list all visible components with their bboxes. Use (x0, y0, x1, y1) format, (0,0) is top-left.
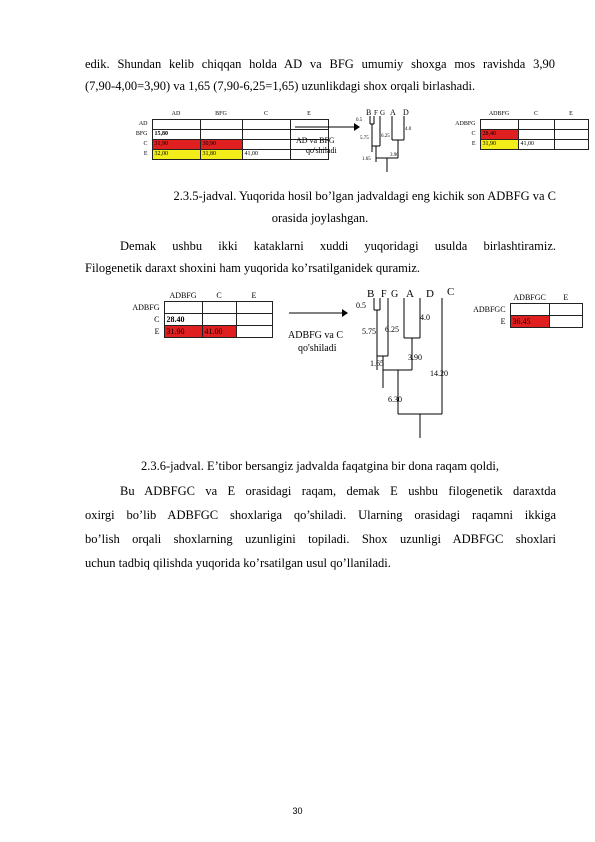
tree-leaf: F (381, 289, 387, 300)
row-label: C (154, 315, 160, 324)
table-header: ADBFG (164, 290, 202, 302)
text-paragraph-3-l3: bo’lish orqali shoxlarning uzunligini topiladi. Shox uzunligi ADBFGC shoxlari (85, 532, 556, 546)
table-header: C (518, 110, 554, 120)
table-header: C (242, 110, 290, 120)
row-label: E (471, 141, 476, 147)
branch-length: 6.30 (388, 395, 402, 404)
table-cell (242, 120, 290, 130)
table-header: E (236, 290, 272, 302)
figure-2-3-6 (128, 288, 583, 448)
table-header: ADBFG (480, 110, 518, 120)
table-header: ADBFGC (510, 292, 549, 304)
table-cell: 41.00 (202, 326, 236, 338)
table-header: C (202, 290, 236, 302)
branch-length: 6.25 (381, 134, 390, 139)
table-header: E (290, 110, 328, 120)
table-cell (242, 130, 290, 140)
row-label: E (143, 151, 148, 157)
branch-length: 0.5 (356, 301, 366, 310)
tree-leaf: B (367, 288, 375, 300)
row-label: ADBFGC (473, 305, 506, 314)
table-cell (202, 314, 236, 326)
table-cell: 30,90 (200, 140, 242, 150)
branch-length: 5.75 (360, 136, 369, 141)
row-label: ADBFG (455, 121, 476, 127)
distance-table-1 (120, 110, 329, 160)
table-cell: 41,00 (518, 140, 554, 150)
page-number: 30 (292, 806, 303, 816)
caption-2-3-5: 2.3.5-jadval. Yuqorida hosil bo’lgan jadvaldagi eng kichik son ADBFG va C (173, 189, 556, 203)
table-cell (480, 120, 518, 130)
table-cell (554, 140, 588, 150)
figure-2-3-5 (120, 108, 590, 168)
merge-arrow-2 (288, 308, 348, 318)
tree-leaf: F (374, 109, 378, 117)
branch-length: 3.90 (390, 153, 399, 158)
branch-length: 3.90 (408, 353, 422, 362)
table-cell (200, 130, 242, 140)
arrow-label: qo'shiladi (298, 343, 337, 354)
row-label: E (154, 327, 160, 336)
tree-leaf: A (406, 288, 414, 300)
table-cell (510, 304, 549, 316)
table-header: E (549, 292, 582, 304)
tree-leaf: D (403, 108, 409, 117)
table-cell: 28.40 (164, 314, 202, 326)
table-header: BFG (200, 110, 242, 120)
table-cell (549, 304, 582, 316)
branch-length: 1.65 (362, 157, 371, 162)
distance-table-3 (128, 290, 273, 338)
branch-length: 6.25 (385, 325, 399, 334)
table-cell (518, 120, 554, 130)
table-cell: 15,80 (152, 130, 200, 140)
row-label: AD (138, 121, 148, 127)
phylogenetic-tree-2 (356, 286, 466, 446)
table-cell: 28,40 (480, 130, 518, 140)
row-label: ADBFG (132, 303, 160, 312)
text-line-1: edik. Shundan kelib chiqqan holda AD va BFG umumiy shoxga mos ravishda 3,90 (85, 57, 555, 71)
tree-leaf: G (380, 109, 386, 117)
arrow-label: AD va BFG (296, 136, 335, 145)
table-cell (236, 302, 272, 314)
text-paragraph-2: Demak ushbu ikki kataklarni xuddi yuqoridagi usulda birlashtiramiz. (120, 239, 556, 253)
caption-2-3-5-cont: orasida joylashgan. (271, 211, 369, 225)
row-label: BFG (135, 131, 148, 137)
branch-length: 1.65 (370, 359, 384, 368)
branch-length: 14.20 (430, 369, 448, 378)
table-cell: 31,80 (200, 150, 242, 160)
table-cell: 36.45 (510, 316, 549, 328)
tree-leaf: G (391, 289, 399, 300)
table-cell (152, 120, 200, 130)
merge-arrow-1 (294, 122, 360, 132)
table-cell (236, 314, 272, 326)
table-cell (236, 326, 272, 338)
table-cell: 31,90 (152, 140, 200, 150)
table-cell (164, 302, 202, 314)
branch-length: 0.5 (356, 118, 363, 123)
table-cell (549, 316, 582, 328)
distance-table-4 (464, 292, 583, 328)
text-paragraph-3-l4: uchun tadbiq qilishda yuqorida ko’rsatilgan usul qo’llaniladi. (85, 556, 391, 570)
table-cell (200, 120, 242, 130)
tree-leaf: B (366, 108, 372, 117)
distance-table-2 (446, 110, 589, 150)
table-cell: 31,90 (480, 140, 518, 150)
table-cell: 32,00 (152, 150, 200, 160)
arrow-label: qo'shiladi (306, 146, 337, 155)
row-label: C (471, 131, 476, 137)
tree-leaf: C (447, 286, 455, 298)
text-line-2: (7,90-4,00=3,90) va 1,65 (7,90-6,25=1,65) uzunlikdagi shox orqali birlashadi. (85, 79, 476, 93)
caption-2-3-6: 2.3.6-jadval. E’tibor bersangiz jadvalda faqatgina bir dona raqam qoldi, (141, 459, 499, 473)
phylogenetic-tree-1 (354, 106, 444, 172)
tree-leaf: A (390, 108, 396, 117)
branch-length: 4.0 (420, 313, 430, 322)
table-header: AD (152, 110, 200, 120)
table-cell: 41,00 (242, 150, 290, 160)
text-paragraph-2-cont: Filogenetik daraxt shoxini ham yuqorida ko’rsatilganidek quramiz. (85, 261, 420, 275)
text-paragraph-3-l2: oxirgi bo’lib ADBFGC shoxlariga qo’shiladi. Ularning orasidagi raqamni ikkiga (85, 508, 556, 522)
row-label: E (500, 317, 506, 326)
branch-length: 5.75 (362, 327, 376, 336)
table-header: E (554, 110, 588, 120)
table-cell (242, 140, 290, 150)
table-cell (202, 302, 236, 314)
branch-length: 4.0 (405, 127, 412, 132)
row-label: C (143, 141, 148, 147)
text-paragraph-3: Bu ADBFGC va E orasidagi raqam, demak E ushbu filogenetik daraxtda (120, 484, 556, 498)
table-cell (518, 130, 554, 140)
arrow-label: ADBFG va C (288, 330, 344, 341)
table-cell (554, 120, 588, 130)
tree-leaf: D (426, 288, 434, 300)
table-cell: 31.90 (164, 326, 202, 338)
table-cell (554, 130, 588, 140)
